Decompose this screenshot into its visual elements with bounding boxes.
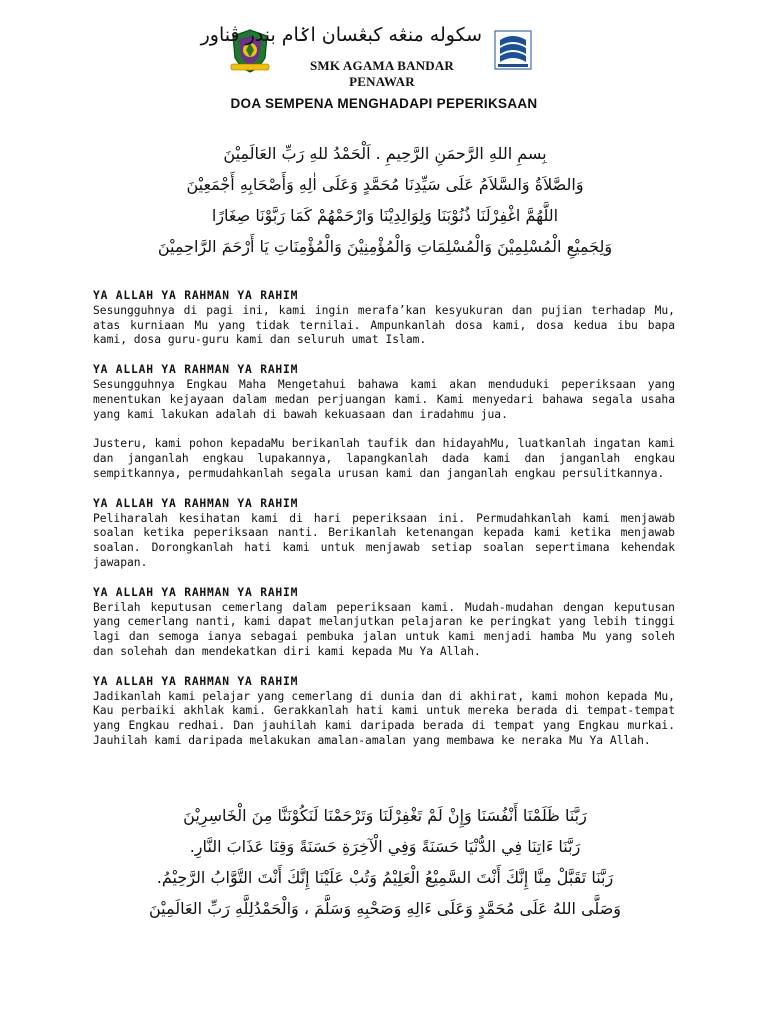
prayer-section <box>93 675 675 749</box>
arabic-line: رَبَّنَا ظَلَمْنَا أَنْفُسَنَا وَإِنْ لَمْ تَغْفِرْلَنَا وَتَرْحَمْنَا لَنَكُوْنَنَّا مِنَ الْخَاسِرِيْنَ <box>183 806 587 825</box>
prayer-section <box>93 586 675 660</box>
document-title: DOA SEMPENA MENGHADAPI PEPERIKSAAN <box>230 96 538 111</box>
arabic-line: وَلِجَمِيْعِ الْمُسْلِمِيْنَ وَالْمُسْلِمَاتِ وَالْمُؤْمِنِيْنَ وَالْمُؤْمِنَاتِ يَا أَرْحَمَ الرَّاحِمِيْنَ <box>157 237 613 256</box>
arabic-opening-prayer <box>140 138 630 262</box>
section-paragraph: Jadikanlah kami pelajar yang cemerlang di dunia dan di akhirat, kami mohon kepada Mu, Kau perbaiki akhlak kami. Gerakkanlah hati kami untuk mereka berada di tempat-tempat yang Engkau redhai. Dan jauhilah kami daripada berada di tempat yang Engkau murkai. Jauhilah kami daripada melakukan amalan-amalan yang membawa ke neraka Mu Ya Allah. <box>93 689 675 747</box>
prayer-section <box>93 497 675 571</box>
section-heading: YA ALLAH YA RAHMAN YA RAHIM <box>93 289 299 302</box>
school-name: SMK AGAMA BANDAR PENAWAR <box>309 58 455 89</box>
section-paragraph: Justeru, kami pohon kepadaMu berikanlah taufik dan hidayahMu, luatkanlah ingatan kami dan janganlah engkau lupakannya, lapangkanlah dada kami dan janganlah engkau sempitkannya, permudahkanlah segala urusan kami dan janganlah engkau persulitkannya. <box>93 437 675 480</box>
arabic-line: بِسمِ اللهِ الرَّحمَنِ الرَّحِيمِ . اَلْحَمْدُ للهِ رَبِّ العَالَمِيْنَ <box>223 144 547 163</box>
section-heading: YA ALLAH YA RAHMAN YA RAHIM <box>93 585 299 599</box>
education-logo <box>494 30 532 70</box>
prayer-section <box>93 363 675 422</box>
arabic-line: رَبَّنَا ءَاتِنَا فِي الدُّنْيَا حَسَنَةً وَفِي الْآخِرَةِ حَسَنَةً وَقِنَا عَذَابَ النَّارِ. <box>189 837 581 856</box>
prayer-section <box>93 289 675 348</box>
section-paragraph: Sesungguhnya di pagi ini, kami ingin merafa’kan kesyukuran dan pujian terhadap Mu, atas kurniaan Mu yang tidak ternilai. Ampunkanlah dosa kami, dosa kedua ibu bapa kami, dosa guru-guru kami dan seluruh umat Islam. <box>93 303 675 347</box>
arabic-line: وَالصَّلاَةُ وَالسَّلاَمُ عَلَى سَيِّدِنَا مُحَمَّدٍ وَعَلَى اٰلِهِ وَأَصْحَابِهِ أَجْمَعِيْنَ <box>186 175 584 194</box>
arabic-closing-prayer <box>140 800 630 924</box>
school-name-jawi: سکوله منڠه کبڠسان اݢام بندر ڤناور <box>200 24 482 46</box>
arabic-line: اللَّهُمَّ اغْفِرْلَنَا ذُنُوْبَنَا وَلِوَالِدِيْنَا وَارْحَمْهُمْ كَمَا رَبَّوْنَا صِغَارًا <box>211 206 559 225</box>
section-heading: YA ALLAH YA RAHMAN YA RAHIM <box>93 496 299 510</box>
section-paragraph: Berilah keputusan cemerlang dalam peperiksaan kami. Mudah-mudahan dengan keputusan yang cemerlang nanti, kami dapat melanjutkan pelajaran ke peringkat yang lebih tinggi lagi dan semoga ianya sebagai pembuka jalan untuk kami menjadi hamba Mu yang soleh dan solehah dan mendekatkan diri kami kepada Mu Ya Allah. <box>93 600 675 658</box>
arabic-line: وَصَلَّى اللهُ عَلَى مُحَمَّدٍ وَعَلَى ءَالِهِ وَصَحْبِهِ وَسَلَّمَ ، وَالْحَمْدُلِلَّهِ رَبِّ العَالَمِيْنَ <box>148 899 622 918</box>
section-heading: YA ALLAH YA RAHMAN YA RAHIM <box>93 674 299 688</box>
prayer-section <box>93 437 675 481</box>
prayer-body <box>93 289 675 764</box>
section-paragraph: Peliharalah kesihatan kami di hari peperiksaan ini. Permudahkanlah kami menjawab soalan ketika peperiksaan nanti. Berikanlah ketenangan kepada kami ketika menjawab soalan. Dorongkanlah hati kami untuk menjawab setiap soalan sepertimana kehendak jawapan. <box>93 511 675 569</box>
section-heading: YA ALLAH YA RAHMAN YA RAHIM <box>93 363 299 377</box>
section-paragraph: Sesungguhnya Engkau Maha Mengetahui bahawa kami akan menduduki peperiksaan yang menentukan kejayaan dalam medan perjuangan kami. Kami menyedari bahawa segala usaha yang kami lakukan adalah di bawah kekuasaan dan iradahmu jua. <box>93 377 675 421</box>
arabic-line: رَبَّنَا تَقَبَّلْ مِنَّا إِنَّكَ أَنْتَ السَّمِيْعُ الْعَلِيْمُ وَتُبْ عَلَيْنَا إِنَّكَ أَنْتَ التَّوَّابُ الرَّحِيْمُ. <box>156 868 614 887</box>
